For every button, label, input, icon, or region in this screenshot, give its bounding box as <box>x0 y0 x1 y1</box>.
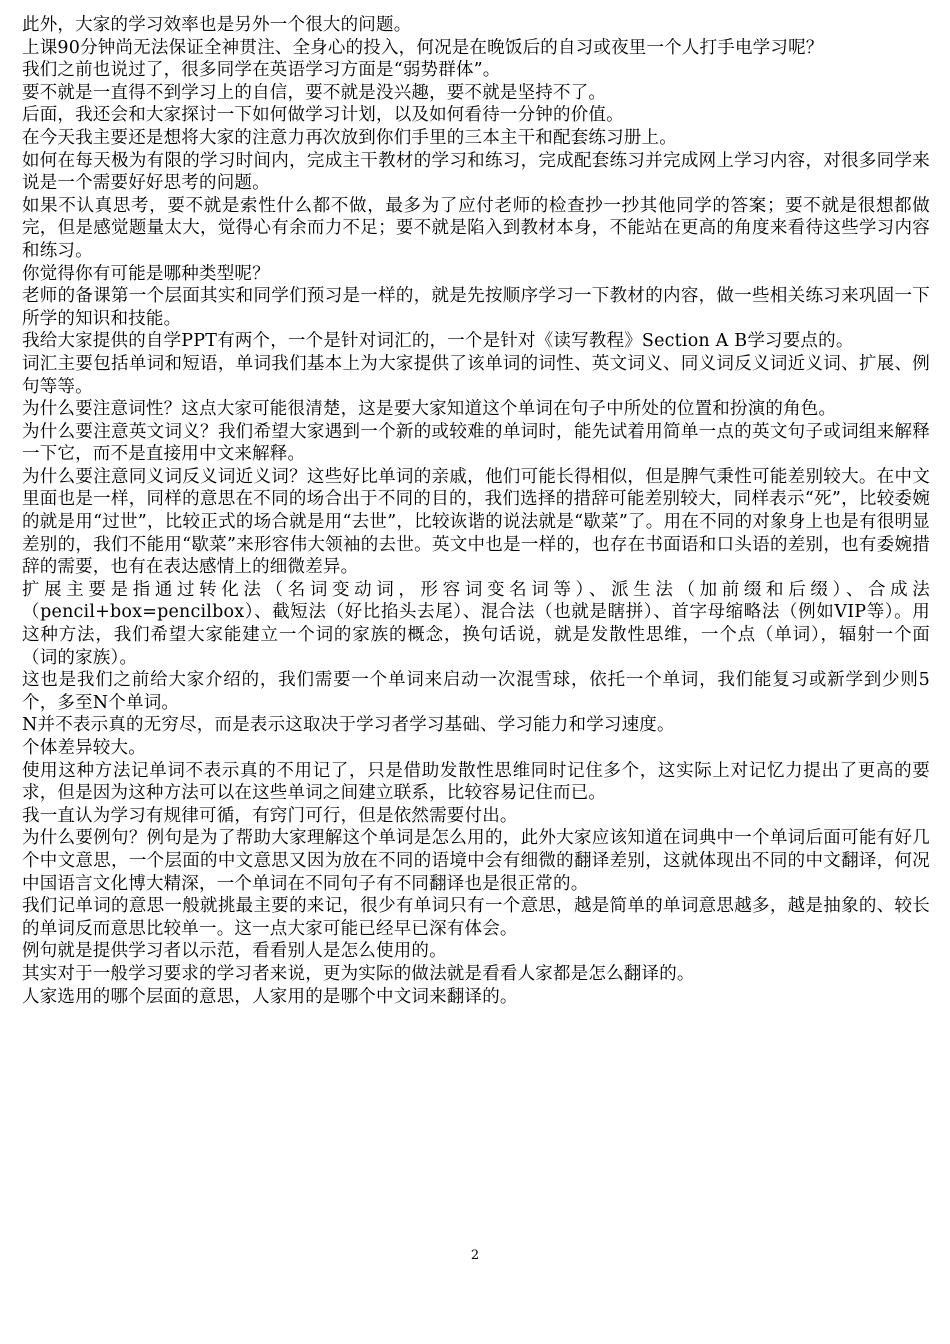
paragraph: 为什么要注意词性？这点大家可能很清楚，这是要大家知道这个单词在句子中所处的位置和扮演的角色。 <box>22 399 837 420</box>
paragraph: 词汇主要包括单词和短语，单词我们基本上为大家提供了该单词的词性、英文词义、同义词反义词近义词、扩展、例句等等。 <box>22 353 930 397</box>
paragraph: 在今天我主要还是想将大家的注意力再次放到你们手里的三本主干和配套练习册上。 <box>22 127 677 148</box>
paragraph: 要不就是一直得不到学习上的自信，要不就是没兴趣，要不就是坚持不了。 <box>22 82 607 103</box>
paragraph: 其实对于一般学习要求的学习者来说，更为实际的做法就是看看人家都是怎么翻译的。 <box>22 963 695 984</box>
paragraph: N并不表示真的无穷尽，而是表示这取决于学习者学习基础、学习能力和学习速度。 <box>22 715 675 736</box>
paragraph: 上课90分钟尚无法保证全神贯注、全身心的投入，何况是在晚饭后的自习或夜里一个人打手电学习呢？ <box>22 37 824 58</box>
paragraph: 为什么要例句？例句是为了帮助大家理解这个单词是怎么用的，此外大家应该知道在词典中一个单词后面可能有好几个中文意思，一个层面的中文意思又因为放在不同的语境中会有细微的翻译差别，这就体现出不同的中文翻译，何况中国语言文化博大精深，一个单词在不同句子有不同翻译也是很正常的。 <box>22 828 930 894</box>
paragraph: 例句就是提供学习者以示范，看看别人是怎么使用的。 <box>22 941 447 962</box>
paragraph: 我一直认为学习有规律可循，有窍门可行，但是依然需要付出。 <box>22 805 518 826</box>
paragraph: 为什么要注意同义词反义词近义词？这些好比单词的亲戚，他们可能长得相似，但是脾气秉性可能差别较大。在中文里面也是一样，同样的意思在不同的场合出于不同的目的，我们选择的措辞可能差别较大，同样表示“死”，比较委婉的就是用“过世”，比较正式的场合就是用“去世”，比较诙谐的说法就是“歇菜”了。用在不同的对象身上也是有很明显差别的，我们不能用“歇菜”来形容伟大领袖的去世。英文中也是一样的，也存在书面语和口头语的差别，也有委婉措辞的需要，也有在表达感情上的细微差异。 <box>22 466 930 578</box>
paragraph: 为什么要注意英文词义？我们希望大家遇到一个新的或较难的单词时，能先试着用简单一点的英文句子或词组来解释一下它，而不是直接用中文来解释。 <box>22 421 930 465</box>
paragraph: 我们记单词的意思一般就挑最主要的来记，很少有单词只有一个意思，越是简单的单词意思越多，越是抽象的、较长的单词反而意思比较单一。这一点大家可能已经早已深有体会。 <box>22 896 930 939</box>
paragraph: 这也是我们之前给大家介绍的，我们需要一个单词来启动一次混雪球，依托一个单词，我们能复习或新学到少则5个，多至N个单词。 <box>22 670 930 713</box>
paragraph: 如何在每天极为有限的学习时间内，完成主干教材的学习和练习，完成配套练习并完成网上学习内容，对很多同学来说是一个需要好好思考的问题。 <box>22 150 930 194</box>
paragraph: 我给大家提供的自学PPT有两个，一个是针对词汇的，一个是针对《读写教程》Section A B学习要点的。 <box>22 331 854 352</box>
page-number: 2 <box>470 1248 480 1263</box>
paragraph: 扩展主要是指通过转化法（名词变动词，形容词变名词等）、派生法（加前缀和后缀）、合成法（pencil+box=pencilbox）、截短法（好比掐头去尾）、混合法（也就是瞎拼）、首字母缩略法（例如VIP等）。用这种方法，我们希望大家能建立一个词的家族的概念，换句话说，就是发散性思维，一个点（单词），辐射一个面（词的家族）。 <box>22 579 930 668</box>
paragraph: 我们之前也说过了，很多同学在英语学习方面是“弱势群体”。 <box>22 60 501 81</box>
paragraph: 如果不认真思考，要不就是索性什么都不做，最多为了应付老师的检查抄一抄其他同学的答案；要不就是很想都做完，但是感觉题量太大，觉得心有余而力不足；要不就是陷入到教材本身，不能站在更高的角度来看待这些学习内容和练习。 <box>22 195 930 261</box>
paragraph: 此外，大家的学习效率也是另外一个很大的问题。 <box>22 15 412 35</box>
paragraph: 后面，我还会和大家探讨一下如何做学习计划，以及如何看待一分钟的价值。 <box>22 105 624 126</box>
document-body <box>22 14 930 1008</box>
paragraph: 个体差异较大。 <box>22 738 146 758</box>
paragraph: 人家选用的哪个层面的意思，人家用的是哪个中文词来翻译的。 <box>22 986 518 1007</box>
paragraph: 老师的备课第一个层面其实和同学们预习是一样的，就是先按顺序学习一下教材的内容，做一些相关练习来巩固一下所学的知识和技能。 <box>22 286 930 329</box>
paragraph: 你觉得你有可能是哪种类型呢？ <box>22 263 270 284</box>
paragraph: 使用这种方法记单词不表示真的不用记了，只是借助发散性思维同时记住多个，这实际上对记忆力提出了更高的要求，但是因为这种方法可以在这些单词之间建立联系，比较容易记住而已。 <box>22 760 930 804</box>
